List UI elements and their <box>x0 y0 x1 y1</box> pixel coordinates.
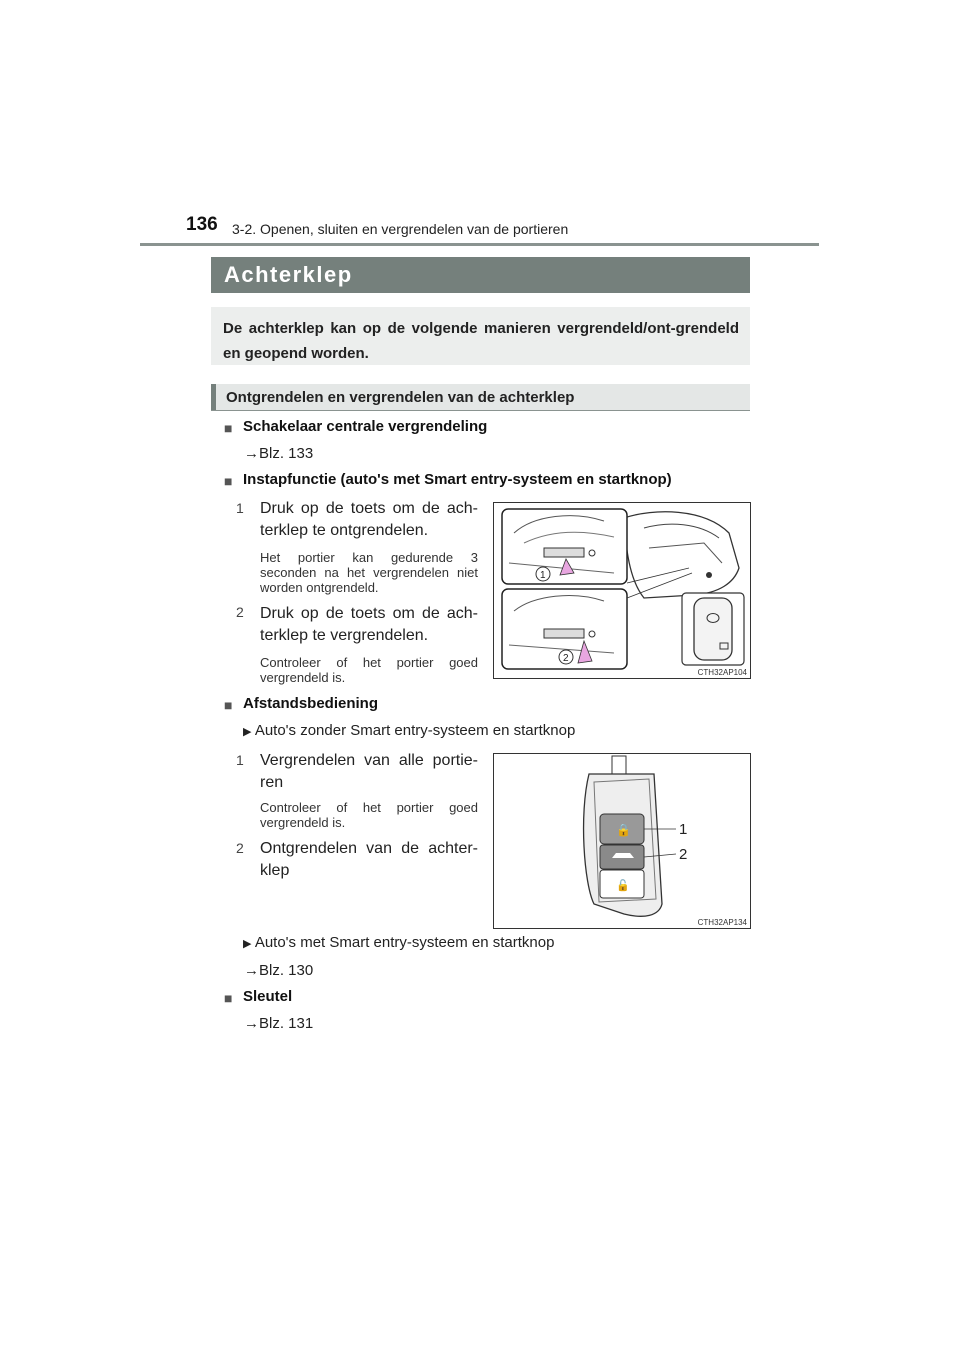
square-bullet-icon: ■ <box>224 697 233 713</box>
remote-sub1-text: Auto's zonder Smart entry-systeem en startknop <box>254 722 576 739</box>
entry-step1-note: Het portier kan gedurende 3 seconden na het vergrendelen niet worden ontgrendeld. <box>260 550 478 595</box>
step-number-1: 1 <box>236 752 244 768</box>
chapter-title: 3-2. Openen, sluiten en vergrendelen van de portieren <box>232 221 569 237</box>
intro-text: De achterklep kan op de volgende manieren vergrendeld/ont-grendeld en geopend worden. <box>223 320 739 362</box>
remote-key-figure <box>493 753 751 929</box>
title-bar <box>211 257 750 293</box>
triangle-bullet-icon: ▶ <box>243 726 252 738</box>
triangle-bullet-icon: ▶ <box>243 938 252 950</box>
key-ref[interactable] <box>244 1015 313 1032</box>
remote-sub1 <box>243 722 575 739</box>
arrow-right-icon: → <box>244 1015 259 1032</box>
arrow-right-icon: → <box>244 962 259 979</box>
remote-key-illustration <box>494 754 750 928</box>
tailgate-figure <box>493 502 751 679</box>
callout-2: 2 <box>563 653 569 664</box>
square-bullet-icon: ■ <box>224 420 233 436</box>
key-ref-text: Blz. 131 <box>259 1015 314 1032</box>
step-number-2: 2 <box>236 840 244 856</box>
unlock-icon: 🔓 <box>616 879 630 892</box>
step-number-1: 1 <box>236 500 244 516</box>
square-bullet-icon: ■ <box>224 990 233 1006</box>
callout-1: 1 <box>679 821 688 838</box>
callout-1: 1 <box>540 570 546 581</box>
remote-heading: Afstandsbediening <box>243 695 379 712</box>
remote-sub2 <box>243 934 554 951</box>
entry-step1-text: Druk op de toets om de ach-terklep te ontgrendelen. <box>260 500 478 539</box>
remote-step2-text: Ontgrendelen van de achter-klep <box>260 840 478 879</box>
central-lock-heading: Schakelaar centrale vergrendeling <box>243 418 488 435</box>
remote-step1-text: Vergrendelen van alle portie-ren <box>260 752 478 791</box>
figure-code-2: CTH32AP134 <box>697 918 747 927</box>
step-number-2: 2 <box>236 604 244 620</box>
key-heading: Sleutel <box>243 988 293 1005</box>
square-bullet-icon: ■ <box>224 473 233 489</box>
remote-sub2-text: Auto's met Smart entry-systeem en startknop <box>254 934 555 951</box>
remote-step1-note: Controleer of het portier goed vergrendeld is. <box>260 800 478 830</box>
central-lock-ref-text: Blz. 133 <box>259 445 314 462</box>
central-lock-ref[interactable] <box>244 445 313 462</box>
page-title: Achterklep <box>224 262 353 287</box>
callout-2: 2 <box>679 846 688 863</box>
lock-icon: 🔒 <box>616 823 631 837</box>
section-accent <box>211 384 216 410</box>
entry-step2-text: Druk op de toets om de ach-terklep te vergrendelen. <box>260 605 478 644</box>
header-rule <box>140 243 819 246</box>
entry-heading: Instapfunctie (auto's met Smart entry-systeem en startknop) <box>243 471 672 488</box>
intro-box <box>211 307 750 365</box>
entry-step2-note: Controleer of het portier goed vergrendeld is. <box>260 655 478 685</box>
page-number: 136 <box>186 214 218 235</box>
section-header <box>211 384 750 411</box>
arrow-right-icon: → <box>244 445 259 462</box>
figure-code-1: CTH32AP104 <box>697 668 747 677</box>
remote-sub2-ref[interactable] <box>244 962 313 979</box>
remote-sub2-ref-text: Blz. 130 <box>259 962 314 979</box>
tailgate-illustration <box>494 503 750 678</box>
section-title: Ontgrendelen en vergrendelen van de achterklep <box>226 389 575 406</box>
